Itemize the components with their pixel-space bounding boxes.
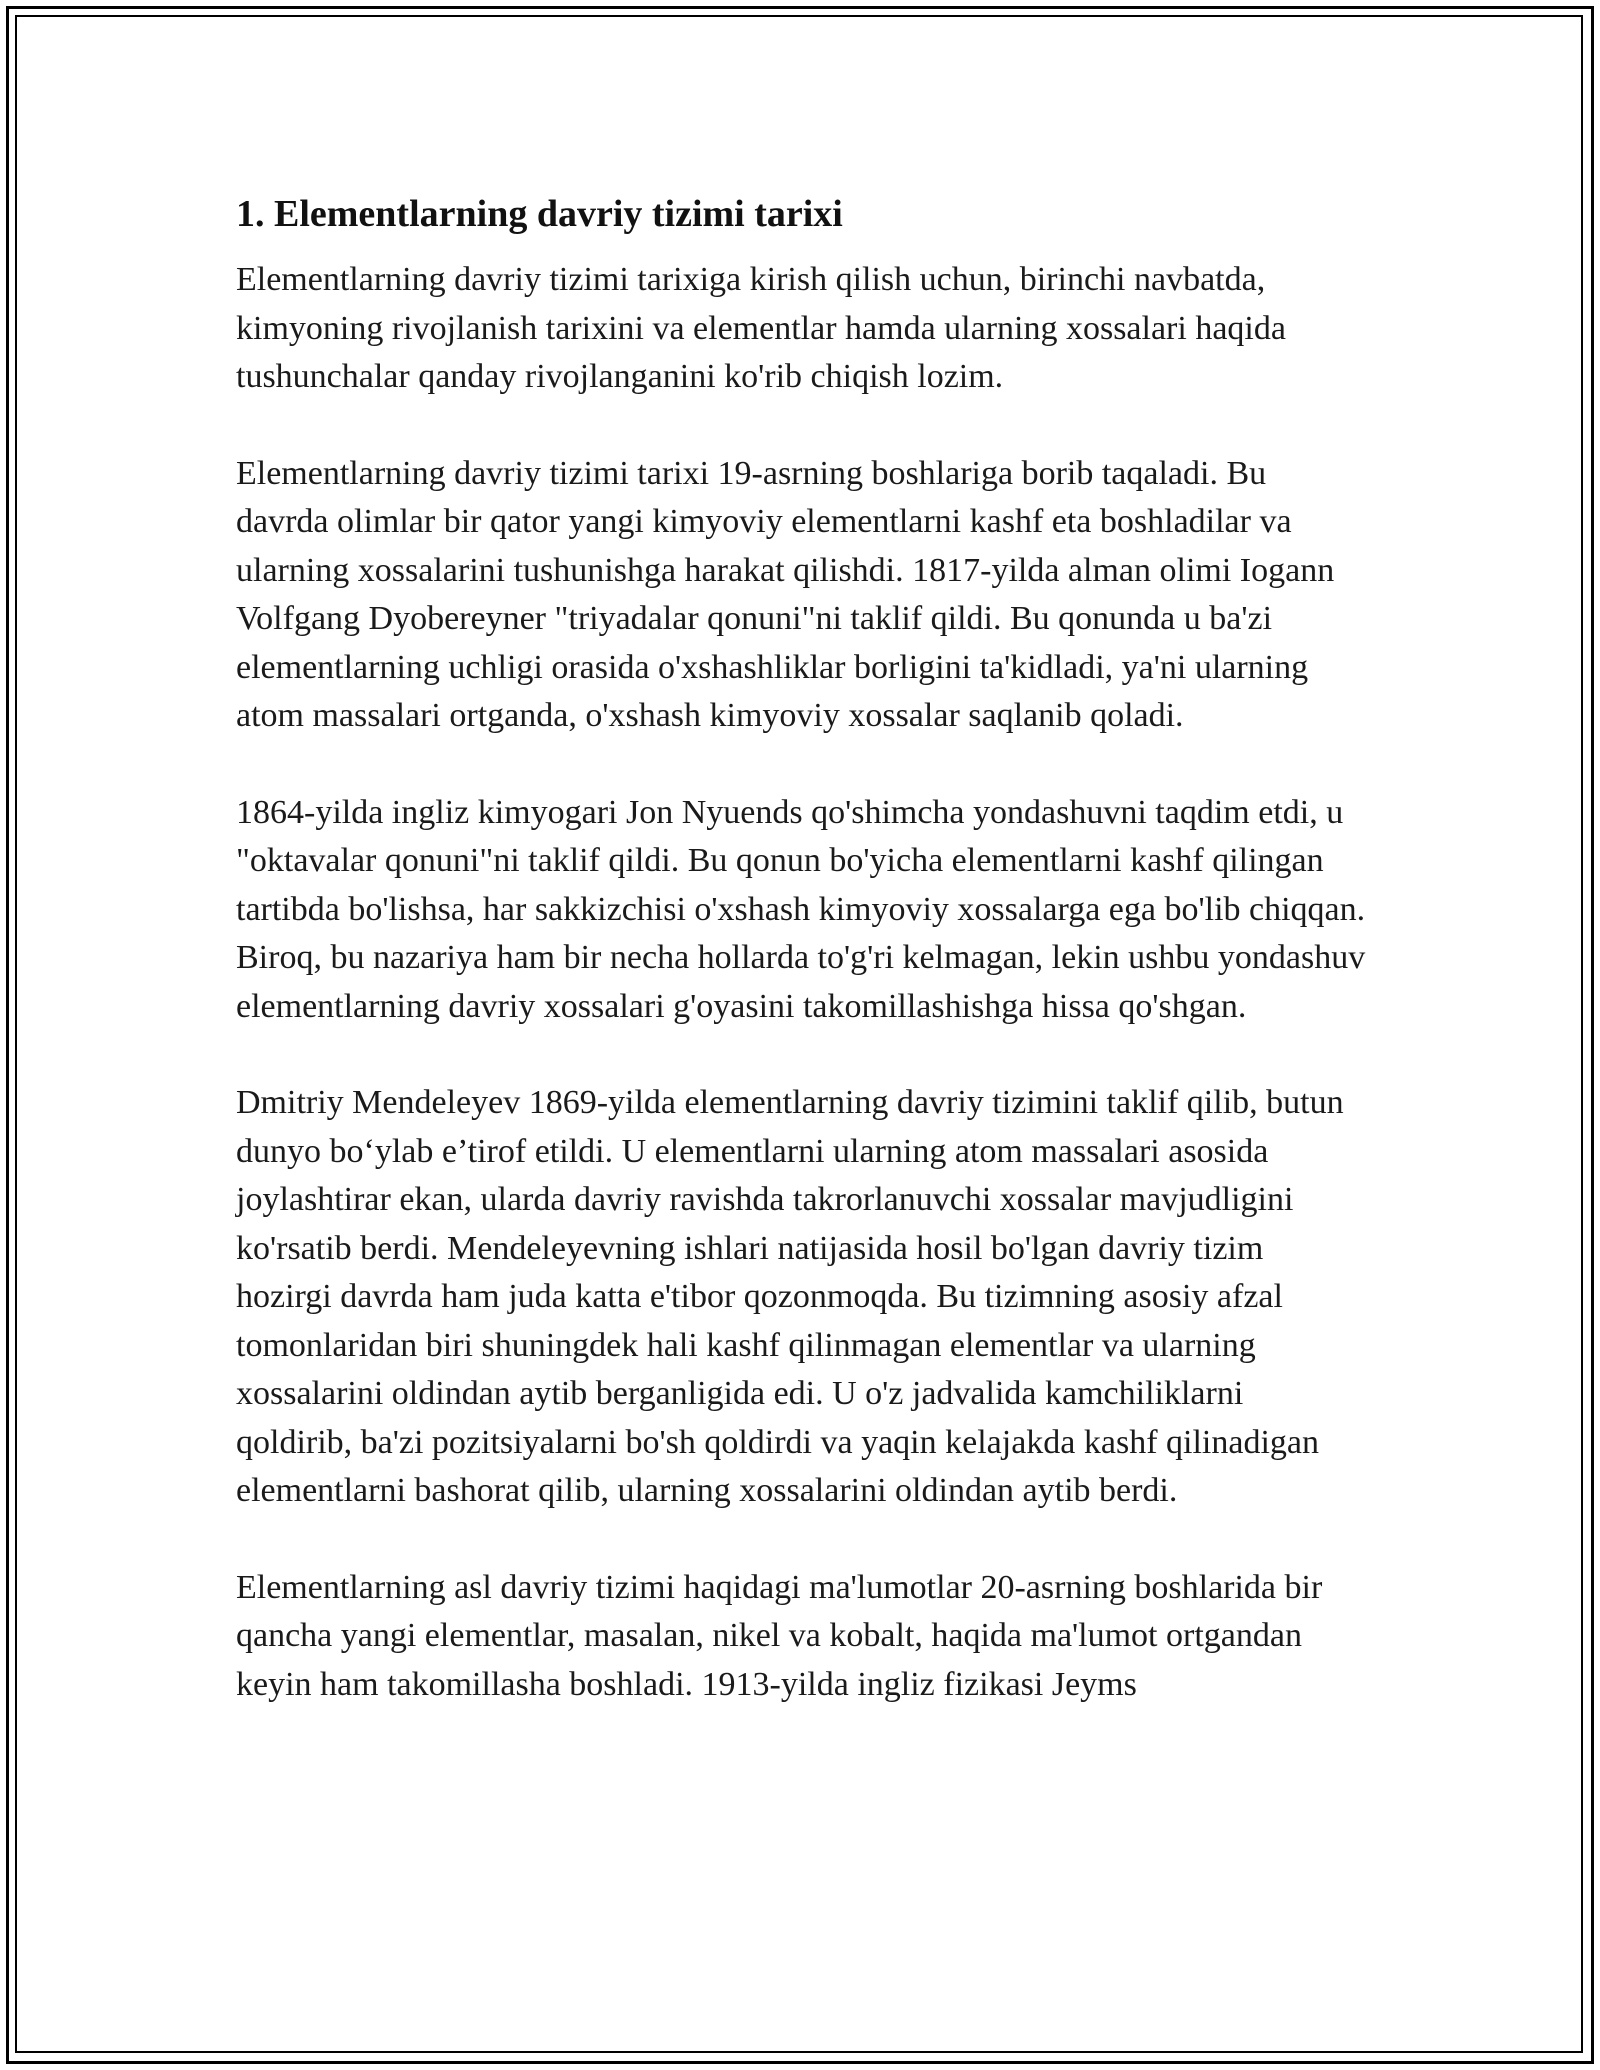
document-page (236, 190, 1366, 1757)
paragraph-20th-century: Elementlarning asl davriy tizimi haqidagi ma'lumotlar 20-asrning boshlarida bir qancha yangi elementlar, masalan, nikel va kobalt, haqida ma'lumot ortgandan keyin ham takomillasha boshladi. 1913-yilda ingliz fizikasi Jeyms (236, 1568, 1323, 1703)
paragraph-newlands: 1864-yilda ingliz kimyogari Jon Nyuends qo'shimcha yondashuvni taqdim etdi, u "oktavalar qonuni"ni taklif qildi. Bu qonun bo'yicha elementlarni kashf qilingan tartibda bo'lishsa, har sakkizchisi o'xshash kimyoviy xossalarga ega bo'lib chiqqan. Biroq, bu nazariya ham bir necha hollarda to'g'ri kelmagan, lekin ushbu yondashuv elementlarning davriy xossalari g'oyasini takomillashishga hissa qo'shgan. (236, 793, 1366, 1025)
paragraph-mendeleev: Dmitriy Mendeleyev 1869-yilda elementlarning davriy tizimini taklif qilib, butun dunyo bo‘ylab e’tirof etildi. U elementlarni ularning atom massalari asosida joylashtirar ekan, ularda davriy ravishda takrorlanuvchi xossalar mavjudligini ko'rsatib berdi. Mendeleyevning ishlari natijasida hosil bo'lgan davriy tizim hozirgi davrda ham juda katta e'tibor qozonmoqda. Bu tizimning asosiy afzal tomonlaridan biri shuningdek hali kashf qilinmagan elementlar va ularning xossalarini oldindan aytib berganligida edi. U o'z jadvalida kamchiliklarni qoldirib, ba'zi pozitsiyalarni bo'sh qoldirdi va yaqin kelajakda kashf qilinadigan elementlarni bashorat qilib, ularning xossalarini oldindan aytib berdi. (236, 1084, 1344, 1509)
paragraph-dobereiner: Elementlarning davriy tizimi tarixi 19-asrning boshlariga borib taqaladi. Bu davrda olimlar bir qator yangi kimyoviy elementlarni kashf eta boshladilar va ularning xossalarini tushunishga harakat qilishdi. 1817-yilda alman olimi Iogann Volfgang Dyobereyner "triyadalar qonuni"ni taklif qildi. Bu qonunda u ba'zi elementlarning uchligi orasida o'xshashliklar borligini ta'kidladi, ya'ni ularning atom massalari ortganda, o'xshash kimyoviy xossalar saqlanib qoladi. (236, 454, 1335, 734)
paragraph-intro: Elementlarning davriy tizimi tarixiga kirish qilish uchun, birinchi navbatda, kimyoning rivojlanish tarixini va elementlar hamda ularning xossalari haqida tushunchalar qanday rivojlanganini ko'rib chiqish lozim. (236, 261, 1286, 395)
section-heading: 1. Elementlarning davriy tizimi tarixi (236, 193, 843, 235)
